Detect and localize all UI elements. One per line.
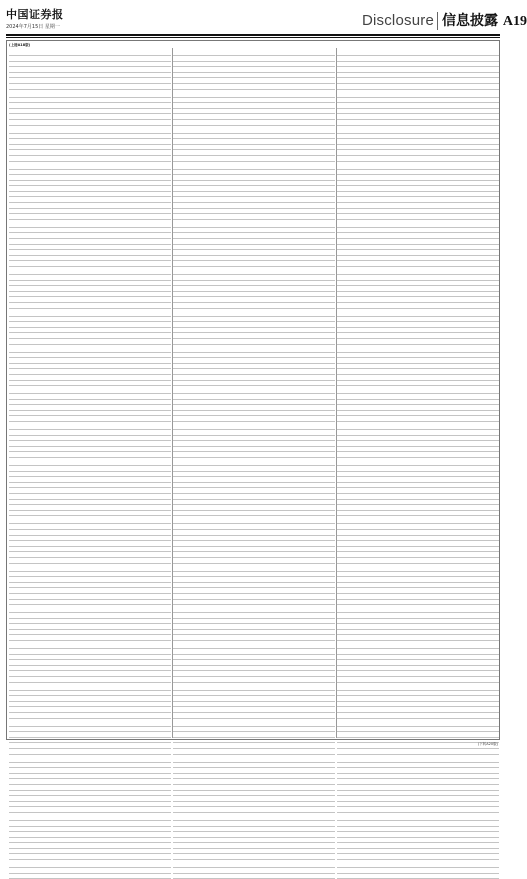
- table-row: [173, 458, 335, 466]
- table-row: [9, 422, 171, 430]
- table-row: [9, 162, 171, 170]
- table-row: [173, 345, 335, 353]
- table-row: [173, 220, 335, 228]
- table-row: [337, 126, 499, 134]
- table-row: [337, 516, 499, 524]
- table-row: [9, 458, 171, 466]
- table-row: [337, 683, 499, 691]
- issue-date: 2024年7月15日 星期一: [6, 24, 60, 30]
- table-row: [337, 860, 499, 868]
- table-row: [173, 605, 335, 613]
- table-row: [337, 719, 499, 727]
- table-row: [173, 860, 335, 868]
- table-row: [337, 220, 499, 228]
- continuation-footer: (下转A20版): [477, 742, 498, 746]
- table-row: [173, 386, 335, 394]
- header-divider: [437, 12, 438, 30]
- table-row: [337, 267, 499, 275]
- table-row: [337, 641, 499, 649]
- table-column-3: [337, 48, 499, 738]
- table-row: [337, 458, 499, 466]
- section-title-zh: [442, 10, 527, 30]
- table-row: [337, 162, 499, 170]
- table-row: [9, 126, 171, 134]
- table-row: [337, 90, 499, 98]
- table-column-1: [9, 48, 171, 738]
- table-row: [173, 719, 335, 727]
- table-row: [9, 605, 171, 613]
- table-row: [337, 564, 499, 572]
- table-row: [337, 422, 499, 430]
- table-row: [9, 309, 171, 317]
- table-row: [9, 48, 171, 56]
- table-row: [173, 683, 335, 691]
- table-column-2: [173, 48, 335, 738]
- table-row: [173, 309, 335, 317]
- table-row: [337, 309, 499, 317]
- table-row: [337, 48, 499, 56]
- table-row: [9, 267, 171, 275]
- table-row: [173, 126, 335, 134]
- table-row: [9, 874, 171, 879]
- disclosure-table: [6, 40, 500, 740]
- table-row: [173, 564, 335, 572]
- section-title-zh-text: 信息披露: [442, 13, 498, 29]
- table-row: [337, 755, 499, 763]
- page-header: [0, 0, 527, 38]
- table-row: [9, 683, 171, 691]
- table-row: [173, 162, 335, 170]
- table-row: [9, 641, 171, 649]
- section-title-en: Disclosure: [361, 12, 434, 29]
- table-row: [9, 564, 171, 572]
- header-rule-thick: [6, 34, 500, 36]
- table-row: [337, 345, 499, 353]
- continuation-note: (上接A18版): [9, 43, 31, 47]
- table-row: [9, 719, 171, 727]
- table-row: [337, 386, 499, 394]
- table-row: [173, 874, 335, 879]
- table-row: [173, 48, 335, 56]
- table-row: [9, 860, 171, 868]
- table-row: [173, 813, 335, 821]
- table-row: [9, 386, 171, 394]
- table-row: [173, 90, 335, 98]
- table-row: [173, 267, 335, 275]
- table-row: [337, 813, 499, 821]
- table-row: [173, 516, 335, 524]
- table-row: [9, 220, 171, 228]
- table-row: [337, 605, 499, 613]
- page-number: A19: [502, 14, 527, 29]
- masthead-logo: 中国证券报: [6, 8, 64, 21]
- table-row: [9, 516, 171, 524]
- table-row: [173, 641, 335, 649]
- table-row: [337, 874, 499, 879]
- table-row: [9, 755, 171, 763]
- table-row: [173, 755, 335, 763]
- table-row: [9, 813, 171, 821]
- table-row: [173, 422, 335, 430]
- header-rule-thin: [6, 37, 500, 38]
- table-row: [9, 345, 171, 353]
- table-row: [9, 90, 171, 98]
